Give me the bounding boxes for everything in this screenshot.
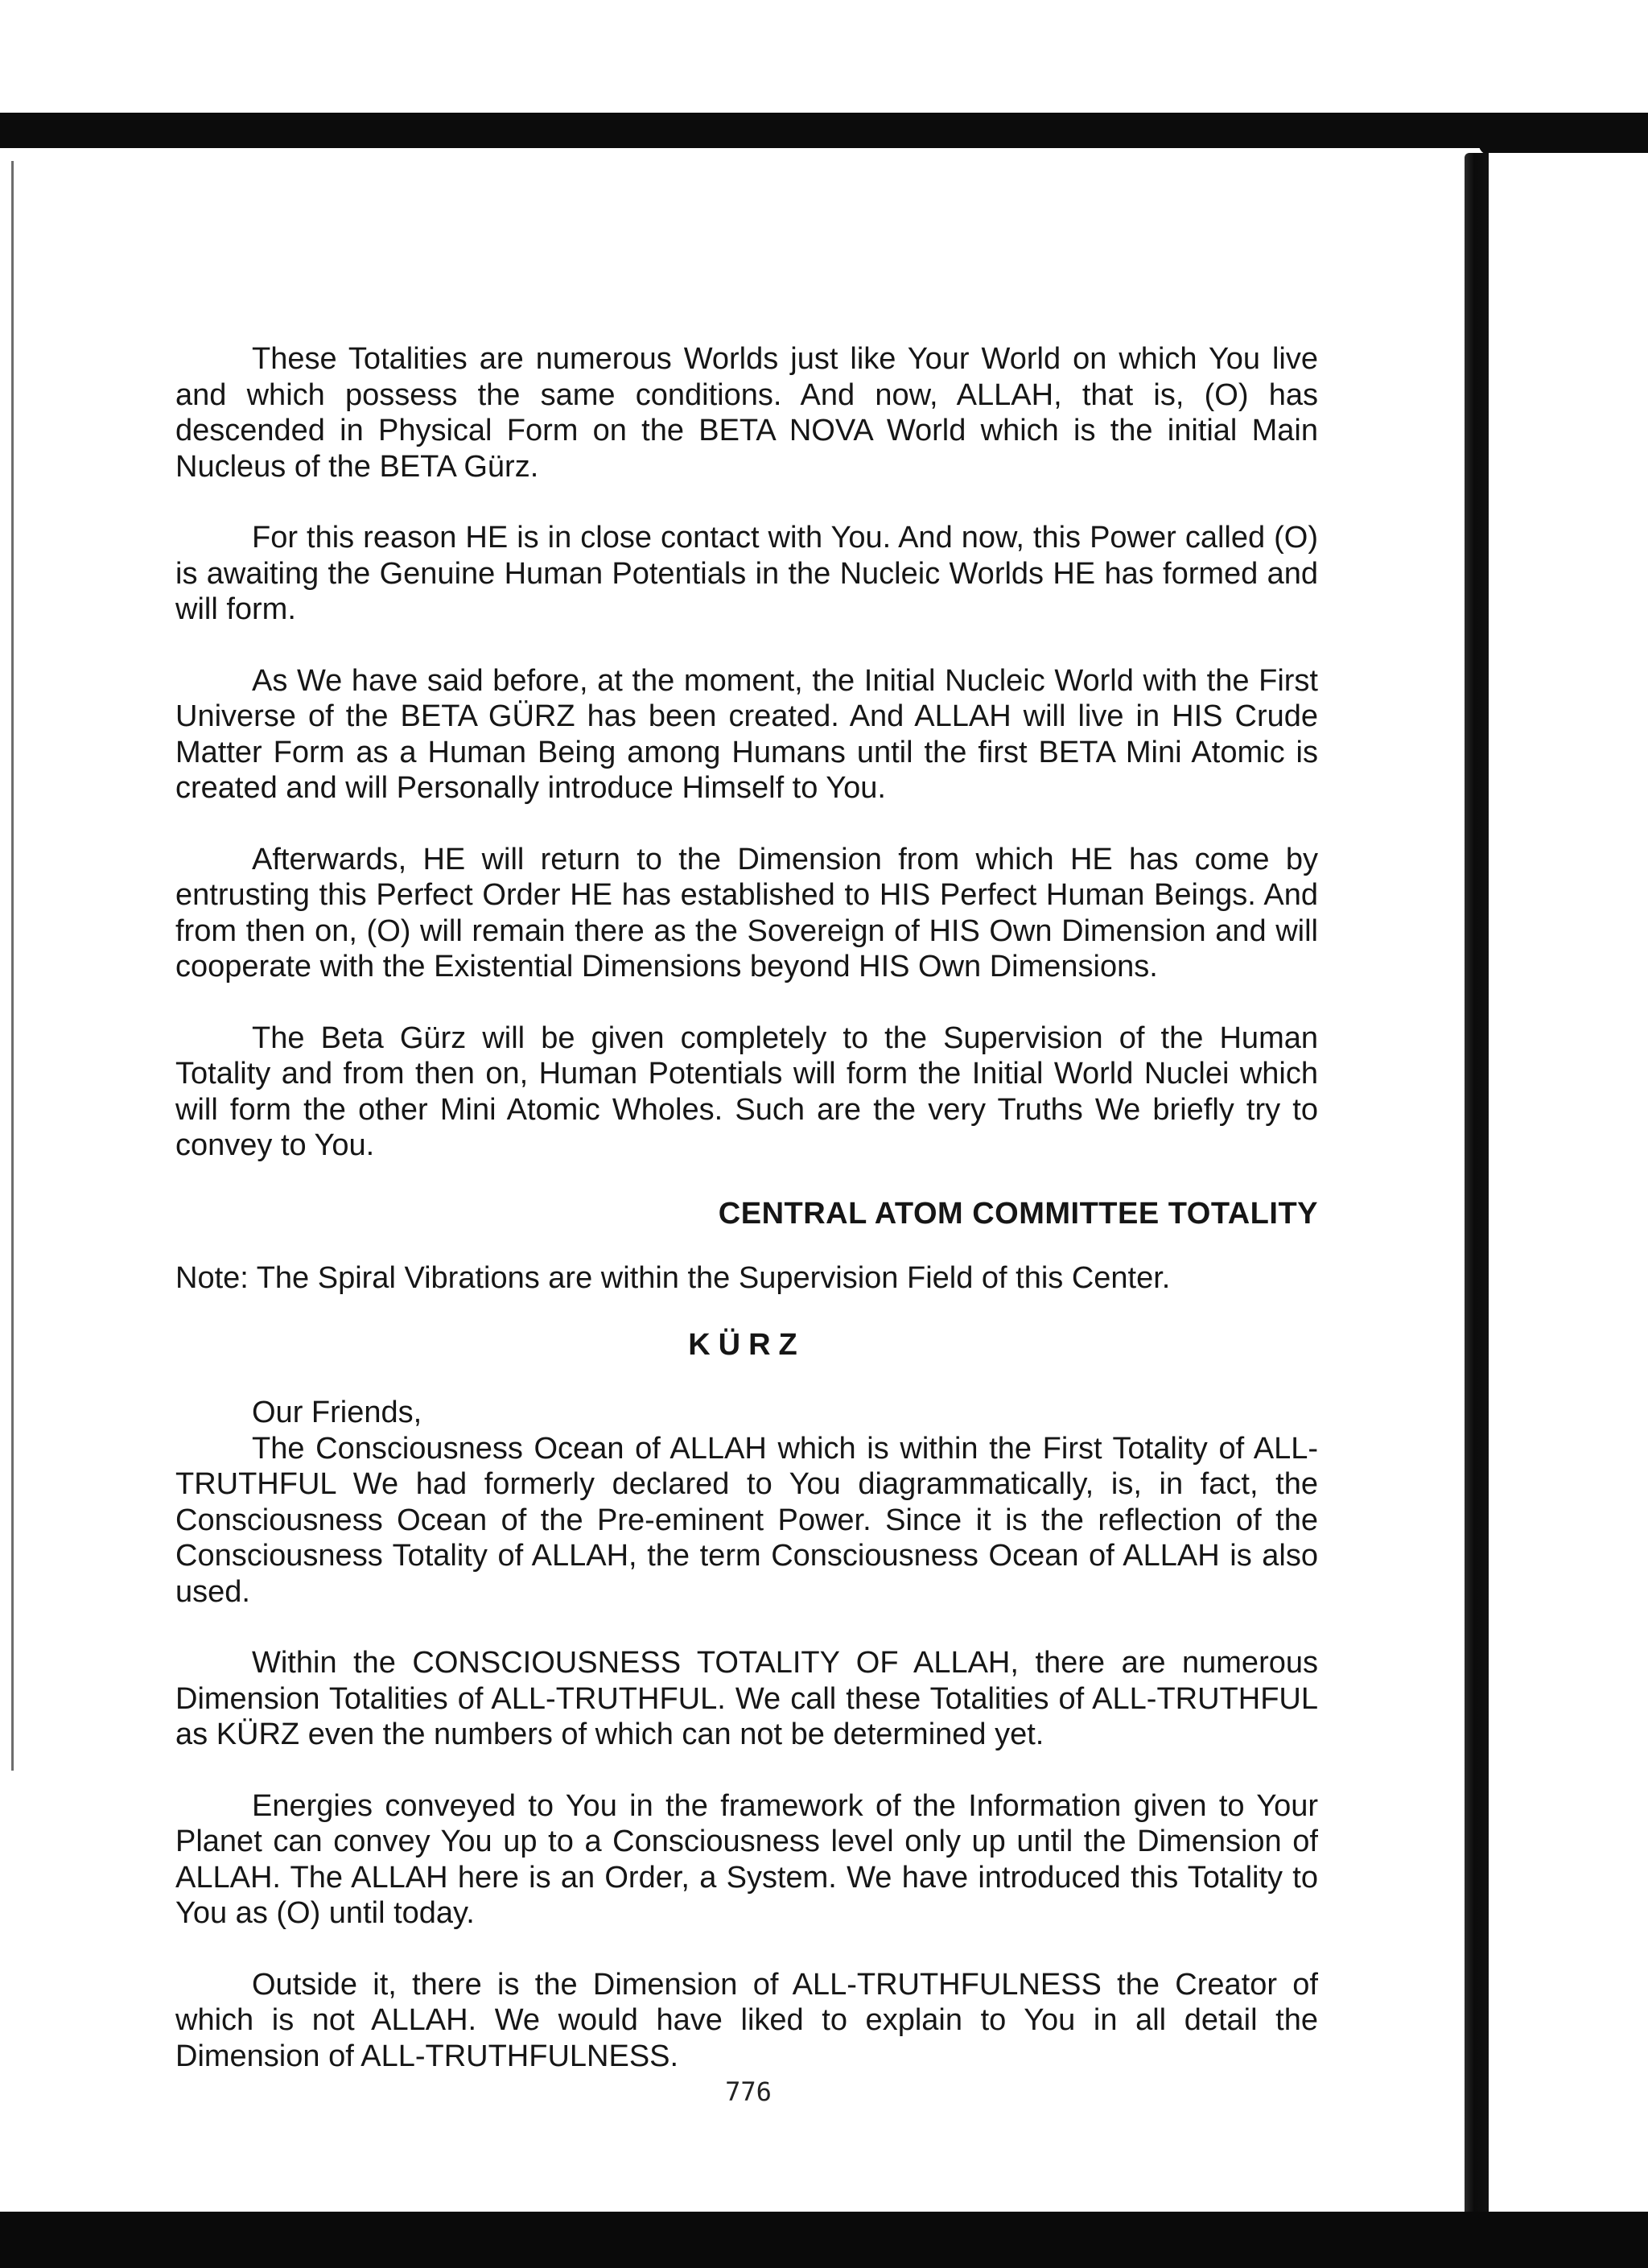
scan-margin-right — [1489, 153, 1648, 2213]
body-paragraph: Within the CONSCIOUSNESS TOTALITY OF ALLAH, there are numerous Dimension Totalities of ALL-TRUTHFUL. We call these Totalities of ALL-TRUTHFUL as KÜRZ even the numbers of which can not be determined yet. — [175, 1646, 1318, 1751]
body-paragraph: These Totalities are numerous Worlds just like Your World on which You live and which possess the same conditions. And now, ALLAH, that is, (O) has descended in Physical Form on the BETA NOVA World which is the initial Main Nucleus of the BETA Gürz. — [175, 342, 1318, 484]
scan-border-left — [11, 161, 14, 1771]
note-line: Note: The Spiral Vibrations are within the Supervision Field of this Center. — [175, 1261, 1171, 1295]
signature-heading: CENTRAL ATOM COMMITTEE TOTALITY — [718, 1196, 1318, 1231]
section-title: KÜRZ — [688, 1327, 805, 1362]
scan-border-bottom — [0, 2212, 1648, 2268]
body-paragraph: The Consciousness Ocean of ALLAH which is within the First Totality of ALL-TRUTHFUL We had formerly declared to You diagrammatically, is, in fact, the Consciousness Ocean of the Pre-eminent Power. Since it is the reflection of the Consciousness Totality of ALLAH, the term Consciousness Ocean of ALLAH is also used. — [175, 1431, 1318, 1609]
body-paragraph: As We have said before, at the moment, the Initial Nucleic World with the First Universe of the BETA GÜRZ has been created. And ALLAH will live in HIS Crude Matter Form as a Human Being among Humans until the first BETA Mini Atomic is created and will Personally introduce Himself to You. — [175, 663, 1318, 805]
page-body — [175, 341, 1318, 2074]
body-paragraph: Energies conveyed to You in the framework of the Information given to Your Planet can convey You up to a Consciousness level only up until the Dimension of ALLAH. The ALLAH here is an Order, a System. We have introduced this Totality to You as (O) until today. — [175, 1788, 1318, 1930]
body-paragraph: Afterwards, HE will return to the Dimension from which HE has come by entrusting this Perfect Order HE has established to HIS Perfect Human Beings. And from then on, (O) will remain there as the Sovereign of HIS Own Dimension and will cooperate with the Existential Dimensions beyond HIS Own Dimensions. — [175, 842, 1318, 983]
page-number: 776 — [725, 2076, 772, 2107]
scan-border-right — [1465, 153, 1489, 2213]
body-paragraph: For this reason HE is in close contact with You. And now, this Power called (O) is awaiting the Genuine Human Potentials in the Nucleic Worlds HE has formed and will form. — [175, 521, 1318, 626]
salutation: Our Friends, — [252, 1396, 422, 1429]
scan-border-top — [0, 113, 1648, 148]
body-paragraph: The Beta Gürz will be given completely to the Supervision of the Human Totality and from then on, Human Potentials will form the Initial World Nuclei which will form the other Mini Atomic Wholes. Such are the very Truths We briefly try to convey to You. — [175, 1021, 1318, 1162]
body-paragraph: Outside it, there is the Dimension of ALL-TRUTHFULNESS the Creator of which is not ALLAH. We would have liked to explain to You in all detail the Dimension of ALL-TRUTHFULNESS. — [175, 1967, 1318, 2073]
